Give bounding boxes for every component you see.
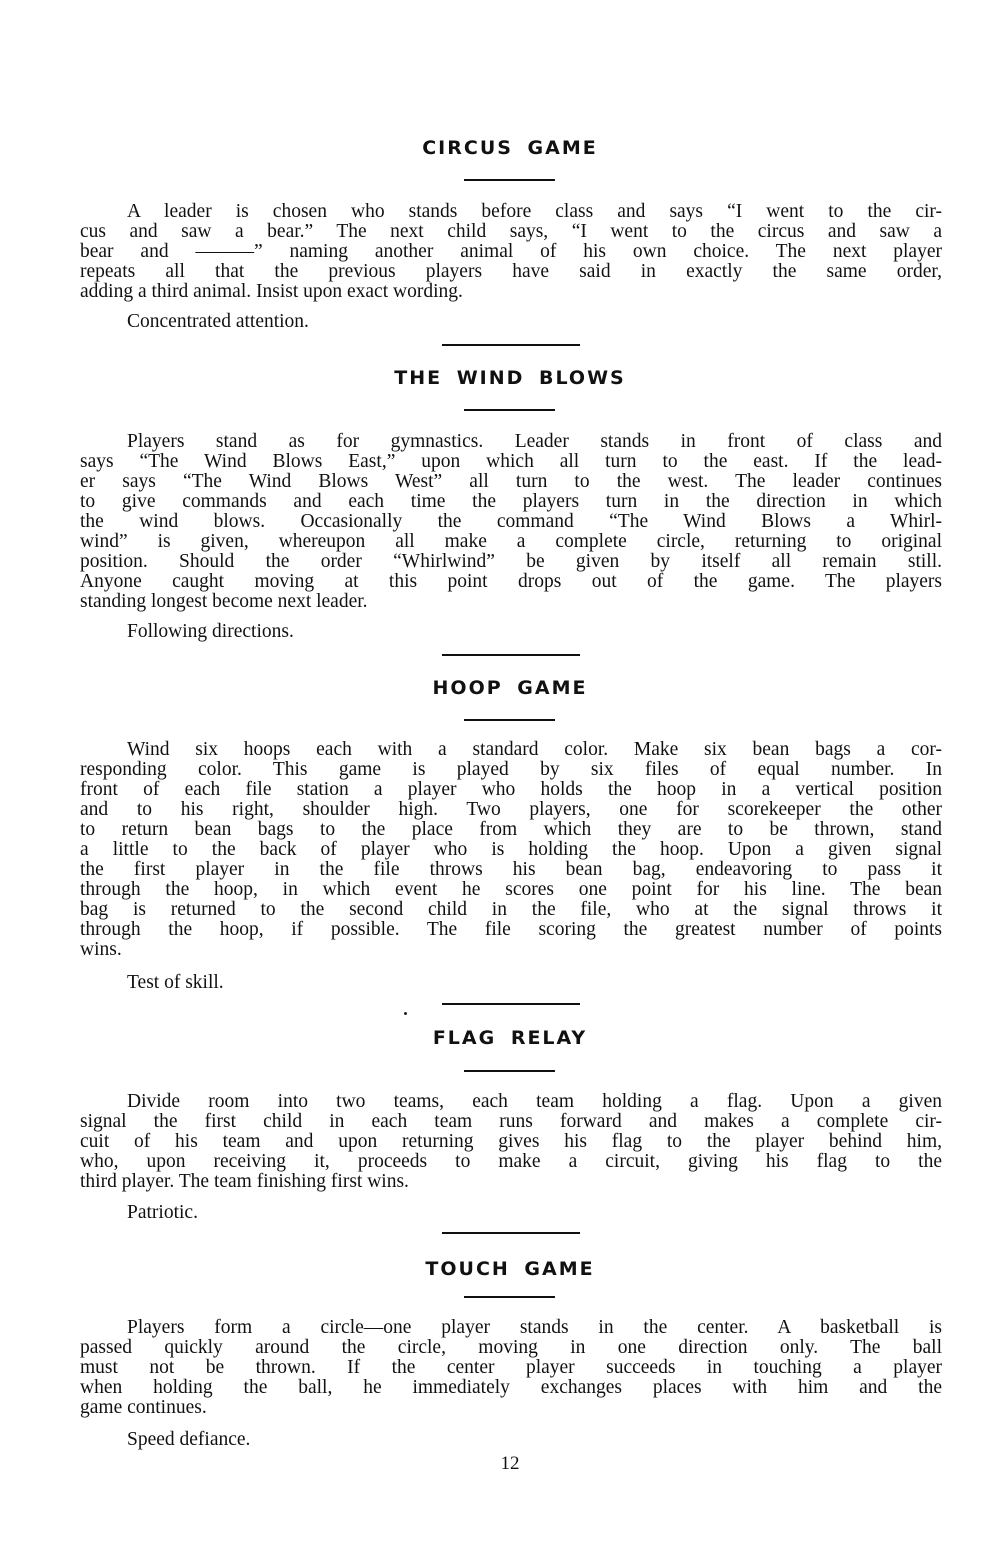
paragraph-line: repeats all that the previous players have said in exactly the same order, (80, 261, 942, 282)
section-title: TOUCH GAME (425, 1258, 595, 1280)
paragraph-line: Players stand as for gymnastics. Leader stands in front of class and (127, 431, 942, 452)
title-underline-rule (464, 179, 555, 181)
paragraph-line: passed quickly around the circle, moving in one direction only. The ball (80, 1337, 942, 1358)
section-divider-rule (442, 654, 580, 656)
section-paragraph (80, 740, 942, 960)
section-note: Concentrated attention. (127, 311, 309, 332)
section-paragraph (80, 432, 942, 612)
paragraph-line: through the hoop, if possible. The file scoring the greatest number of points (80, 919, 942, 940)
paragraph-line: A leader is chosen who stands before class and says “I went to the cir- (127, 201, 942, 222)
paragraph-line: says “The Wind Blows East,” upon which all turn to the east. If the lead- (80, 451, 942, 472)
paragraph-line: cus and saw a bear.” The next child says, “I went to the circus and saw a (80, 221, 942, 242)
paragraph-line: bag is returned to the second child in the file, who at the signal throws it (80, 899, 942, 920)
section-divider-rule (442, 344, 580, 346)
paragraph-line: a little to the back of player who is holding the hoop. Upon a given signal (80, 839, 942, 860)
paragraph-line: wind” is given, whereupon all make a complete circle, returning to original (80, 531, 942, 552)
section-note: Patriotic. (127, 1202, 198, 1223)
paragraph-line: Players form a circle—one player stands in the center. A basketball is (127, 1317, 942, 1338)
section-paragraph (80, 202, 942, 302)
paragraph-line: cuit of his team and upon returning gives his flag to the player behind him, (80, 1131, 942, 1152)
section-note: Speed defiance. (127, 1429, 251, 1450)
paragraph-line: signal the first child in each team runs forward and makes a complete cir- (80, 1111, 942, 1132)
paragraph-line: the wind blows. Occasionally the command “The Wind Blows a Whirl- (80, 511, 942, 532)
paragraph-line: third player. The team finishing first wins. (80, 1171, 409, 1192)
print-speck (404, 1012, 407, 1015)
paragraph-line: adding a third animal. Insist upon exact wording. (80, 281, 463, 302)
section-title: HOOP GAME (432, 677, 588, 699)
section-paragraph (80, 1318, 942, 1418)
paragraph-line: to return bean bags to the place from which they are to be thrown, stand (80, 819, 942, 840)
title-underline-rule (464, 1296, 555, 1298)
paragraph-line: responding color. This game is played by six files of equal number. In (80, 759, 942, 780)
title-underline-rule (464, 719, 555, 721)
section-title: FLAG RELAY (432, 1027, 588, 1049)
title-underline-rule (464, 409, 555, 411)
section-title: CIRCUS GAME (422, 137, 598, 159)
section-note: Test of skill. (127, 972, 224, 993)
paragraph-line: wins. (80, 939, 122, 960)
paragraph-line: game continues. (80, 1397, 207, 1418)
paragraph-line: er says “The Wind Blows West” all turn to the west. The leader continues (80, 471, 942, 492)
paragraph-line: and to his right, shoulder high. Two players, one for scorekeeper the other (80, 799, 942, 820)
section-title: THE WIND BLOWS (394, 367, 626, 389)
paragraph-line: Divide room into two teams, each team holding a flag. Upon a given (127, 1091, 942, 1112)
paragraph-line: Wind six hoops each with a standard color. Make six bean bags a cor- (127, 739, 942, 760)
section-paragraph (80, 1092, 942, 1192)
page-number: 12 (500, 1453, 520, 1474)
section-divider-rule (442, 1003, 580, 1005)
paragraph-line: front of each file station a player who holds the hoop in a vertical position (80, 779, 942, 800)
paragraph-line: to give commands and each time the players turn in the direction in which (80, 491, 942, 512)
paragraph-line: position. Should the order “Whirlwind” be given by itself all remain still. (80, 551, 942, 572)
section-note: Following directions. (127, 621, 294, 642)
paragraph-line: through the hoop, in which event he scores one point for his line. The bean (80, 879, 942, 900)
paragraph-line: the first player in the file throws his bean bag, endeavoring to pass it (80, 859, 942, 880)
paragraph-line: must not be thrown. If the center player succeeds in touching a player (80, 1357, 942, 1378)
section-divider-rule (442, 1232, 580, 1234)
paragraph-line: bear and ———” naming another animal of his own choice. The next player (80, 241, 942, 262)
paragraph-line: who, upon receiving it, proceeds to make a circuit, giving his flag to the (80, 1151, 942, 1172)
title-underline-rule (464, 1070, 555, 1072)
paragraph-line: standing longest become next leader. (80, 591, 368, 612)
paragraph-line: Anyone caught moving at this point drops out of the game. The players (80, 571, 942, 592)
paragraph-line: when holding the ball, he immediately exchanges places with him and the (80, 1377, 942, 1398)
